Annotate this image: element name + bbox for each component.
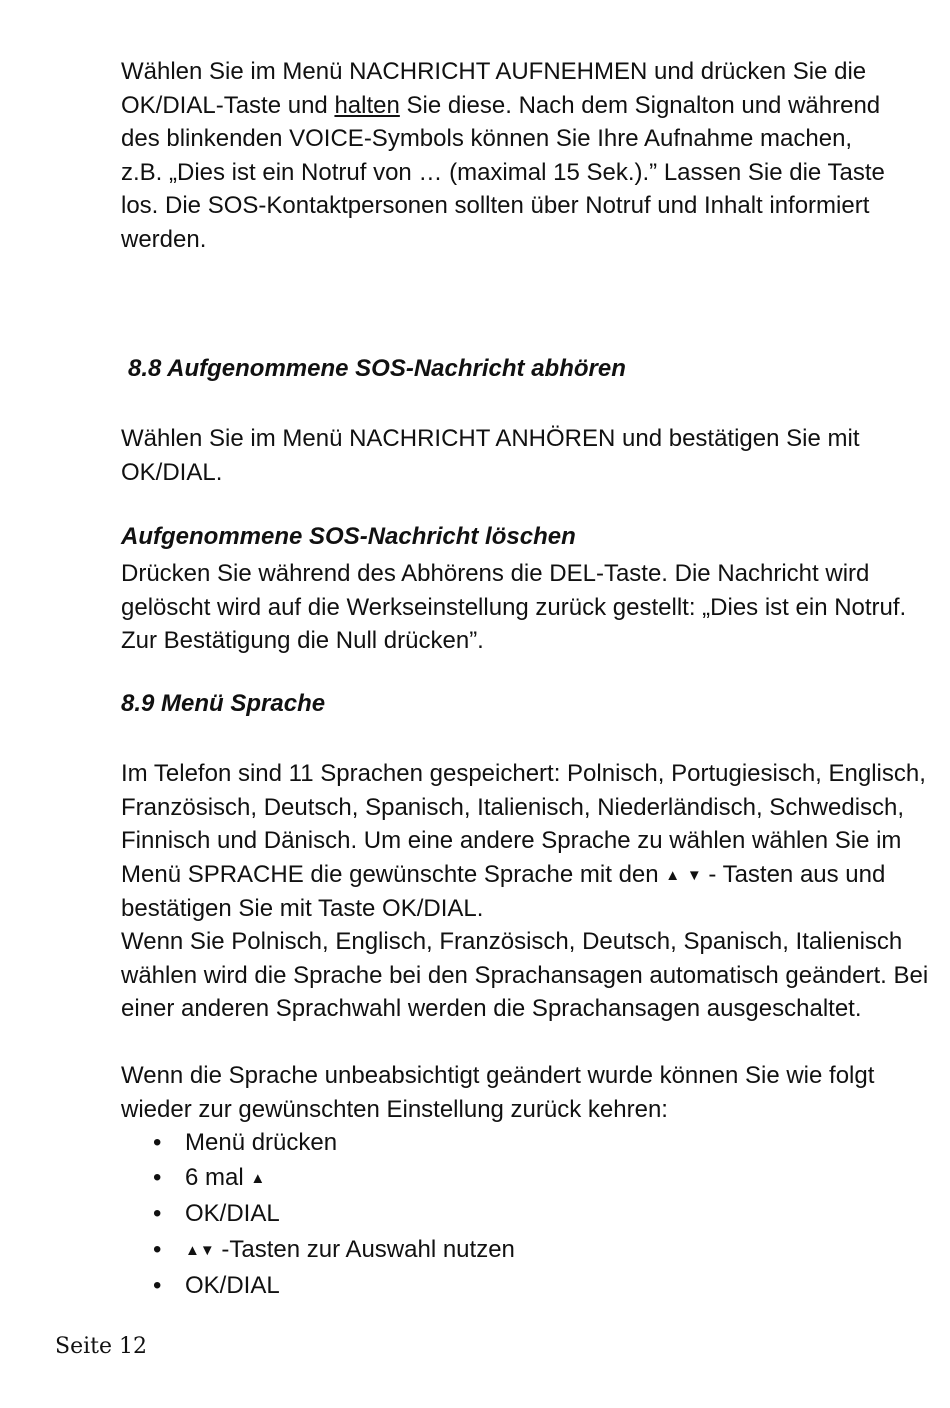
bullet: • bbox=[153, 1271, 162, 1299]
intro-line-2 bbox=[121, 89, 941, 123]
list-item bbox=[121, 1160, 515, 1196]
list-item bbox=[121, 1232, 515, 1268]
paragraph-languages-text: Im Telefon sind 11 Sprachen gespeichert: Polnisch, Portugiesisch, Englisch, Französisch, Deutsch, Spanisch, Italienisch, Niederländisch, Schwedisch, Finnisch und Dänisch. Um eine andere Sprache zu wählen wählen Sie im Menü SPRACHE die gewünschte Sprache mit den bbox=[121, 760, 926, 888]
paragraph-delete-message: Drücken Sie während des Abhörens die DEL-Taste. Die Nachricht wird gelöscht wird auf die Werkseinstellung zurück gestellt: „Dies ist ein Notruf. Zur Bestätigung die Null drücken”. bbox=[121, 560, 907, 655]
paragraph-languages-text-end: - Tasten aus und bestätigen Sie mit Taste OK/DIAL. bbox=[121, 860, 886, 923]
step-text: -Tasten zur Auswahl nutzen bbox=[214, 1235, 515, 1263]
paragraph-reset-language: Wenn die Sprache unbeabsichtigt geändert wurde können Sie wie folgt wieder zur gewünschten Einstellung zurück kehren: bbox=[121, 1062, 875, 1123]
intro-line-5: los. Die SOS-Kontaktpersonen sollten über Notruf und Inhalt informiert bbox=[121, 192, 870, 220]
intro-line-1: Wählen Sie im Menü NACHRICHT AUFNEHMEN und drücken Sie die bbox=[121, 58, 867, 85]
heading-8-8: 8.8 Aufgenommene SOS-Nachricht abhören bbox=[128, 355, 626, 382]
intro-line-4: z.B. „Dies ist ein Notruf von … (maximal 15 Sek.).” Lassen Sie die Taste bbox=[121, 158, 885, 186]
page-number: Seite 12 bbox=[55, 1334, 147, 1359]
paragraph-voice-prompts: Wenn Sie Polnisch, Englisch, Französisch, Deutsch, Spanisch, Italienisch wählen wird die Sprache bei den Sprachansagen automatisch geändert. Bei einer anderen Sprachwahl werden die Sprachansagen ausgeschaltet. bbox=[121, 928, 929, 1023]
intro-line-2-post: Sie diese. Nach dem Signalton und während bbox=[399, 91, 881, 119]
list-item bbox=[121, 1268, 515, 1303]
paragraph-8-8: Wählen Sie im Menü NACHRICHT ANHÖREN und bestätigen Sie mit OK/DIAL. bbox=[121, 425, 860, 486]
step-text: 6 mal bbox=[185, 1164, 251, 1192]
bullet: • bbox=[153, 1164, 162, 1192]
bullet: • bbox=[153, 1235, 162, 1263]
step-text: Menü drücken bbox=[185, 1129, 338, 1156]
arrow-up-icon: ▲ bbox=[185, 1241, 200, 1259]
bullet: • bbox=[153, 1129, 162, 1156]
heading-8-9: 8.9 Menü Sprache bbox=[121, 690, 326, 717]
intro-paragraph bbox=[121, 55, 941, 257]
list-item bbox=[121, 1196, 515, 1231]
intro-line-2-pre: OK/DIAL-Taste und bbox=[121, 91, 335, 119]
reset-steps-list bbox=[121, 1125, 515, 1303]
arrow-up-icon: ▲ bbox=[250, 1170, 266, 1188]
arrow-down-icon: ▼ bbox=[199, 1241, 215, 1259]
list-item bbox=[121, 1125, 515, 1160]
arrow-down-icon: ▼ bbox=[686, 866, 702, 884]
heading-delete-message: Aufgenommene SOS-Nachricht löschen bbox=[121, 523, 576, 550]
intro-line-6: werden. bbox=[121, 225, 207, 253]
step-text: OK/DIAL bbox=[185, 1200, 280, 1228]
paragraph-languages bbox=[121, 757, 936, 926]
bullet: • bbox=[153, 1200, 162, 1228]
step-text: OK/DIAL bbox=[185, 1271, 280, 1299]
arrow-up-icon: ▲ bbox=[665, 866, 681, 884]
intro-line-3: des blinkenden VOICE-Symbols können Sie Ihre Aufnahme machen, bbox=[121, 125, 853, 153]
intro-underlined-word: halten bbox=[334, 91, 400, 119]
